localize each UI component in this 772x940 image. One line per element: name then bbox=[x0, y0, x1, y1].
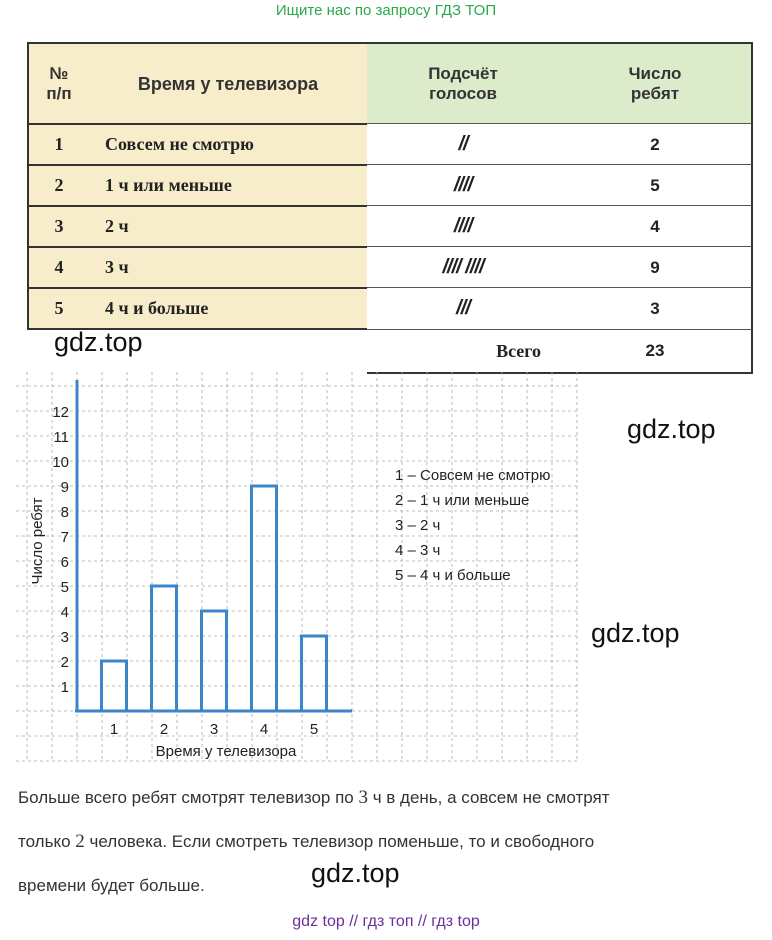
row-num: 5 bbox=[27, 287, 91, 330]
conclusion-text bbox=[18, 776, 758, 908]
y-tick-label: 8 bbox=[60, 504, 69, 521]
y-tick-label: 4 bbox=[60, 604, 69, 621]
row-count: 4 bbox=[559, 205, 753, 248]
y-tick-label: 10 bbox=[52, 454, 69, 471]
watermark: gdz.top bbox=[54, 327, 143, 357]
row-count: 2 bbox=[559, 123, 753, 166]
row-tally: /// bbox=[367, 287, 561, 330]
row-tally: // bbox=[367, 123, 561, 166]
header-tally: Подсчёт голосов bbox=[367, 42, 561, 125]
x-tick-label: 1 bbox=[109, 721, 119, 738]
row-num: 3 bbox=[27, 205, 91, 248]
row-label: Совсем не смотрю bbox=[89, 123, 369, 166]
bar-chart bbox=[0, 372, 772, 772]
watermark: gdz.top bbox=[627, 414, 716, 444]
tally-table bbox=[27, 42, 753, 374]
legend-item: 2 – 1 ч или меньше bbox=[395, 492, 530, 509]
conclusion-line-1: Больше всего ребят смотрят телевизор по 3 ч в день, а совсем не смотрят bbox=[18, 787, 610, 808]
footer-links[interactable]: gdz top // гдз топ // гдз top bbox=[292, 913, 480, 930]
legend-item: 5 – 4 ч и больше bbox=[395, 567, 511, 584]
row-label: 4 ч и больше bbox=[89, 287, 369, 330]
watermark: gdz.top bbox=[311, 858, 400, 888]
conclusion-line-3: времени будет больше. bbox=[18, 876, 205, 895]
y-tick-label: 5 bbox=[60, 579, 69, 596]
row-tally: //// bbox=[367, 164, 561, 207]
top-banner: Ищите нас по запросу ГДЗ ТОП bbox=[275, 2, 497, 19]
y-tick-label: 11 bbox=[53, 429, 69, 446]
row-label: 1 ч или меньше bbox=[89, 164, 369, 207]
row-num: 2 bbox=[27, 164, 91, 207]
y-tick-label: 2 bbox=[60, 654, 69, 671]
bar bbox=[152, 586, 177, 711]
watermark: gdz.top bbox=[591, 618, 680, 648]
x-tick-label: 2 bbox=[159, 721, 169, 738]
conclusion-line-2: только 2 человека. Если смотреть телевизор поменьше, то и свободного bbox=[18, 831, 595, 852]
row-count: 3 bbox=[559, 287, 753, 330]
row-label: 3 ч bbox=[89, 246, 369, 289]
y-tick-label: 6 bbox=[60, 554, 69, 571]
y-tick-label: 9 bbox=[60, 479, 69, 496]
header-num: № п/п bbox=[27, 42, 91, 125]
row-label: 2 ч bbox=[89, 205, 369, 248]
x-tick-label: 3 bbox=[209, 721, 219, 738]
x-axis-label: Время у телевизора bbox=[155, 743, 297, 760]
y-tick-label: 12 bbox=[52, 404, 69, 421]
header-count: Число ребят bbox=[559, 42, 753, 125]
total-label: Всего bbox=[367, 330, 561, 374]
row-num: 4 bbox=[27, 246, 91, 289]
row-count: 9 bbox=[559, 246, 753, 289]
legend-item: 4 – 3 ч bbox=[395, 542, 441, 559]
y-tick-label: 1 bbox=[60, 679, 69, 696]
row-num: 1 bbox=[27, 123, 91, 166]
y-axis-label: Число ребят bbox=[29, 497, 46, 585]
row-count: 5 bbox=[559, 164, 753, 207]
bar bbox=[252, 486, 277, 711]
y-tick-label: 7 bbox=[60, 529, 69, 546]
bar bbox=[302, 636, 327, 711]
legend-item: 3 – 2 ч bbox=[395, 517, 441, 534]
row-tally: //// bbox=[367, 205, 561, 248]
legend-item: 1 – Совсем не смотрю bbox=[395, 467, 551, 484]
row-tally: //// //// bbox=[367, 246, 561, 289]
total-value: 23 bbox=[559, 330, 753, 374]
y-tick-label: 3 bbox=[60, 629, 69, 646]
x-tick-label: 5 bbox=[309, 721, 319, 738]
x-tick-label: 4 bbox=[259, 721, 269, 738]
header-time: Время у телевизора bbox=[89, 42, 369, 125]
